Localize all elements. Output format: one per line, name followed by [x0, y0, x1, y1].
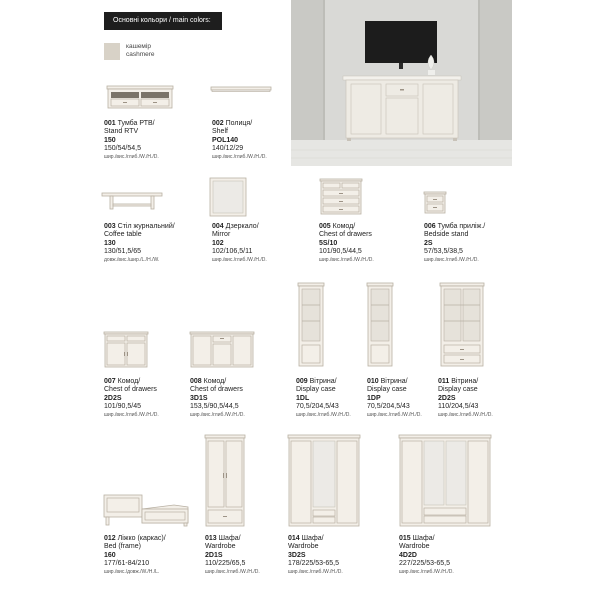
- item-dims-label: шир./вис./глиб./W./H./D.: [212, 153, 267, 160]
- item-number: 007: [104, 378, 116, 385]
- item-dims: 153,5/90,5/44,5: [190, 403, 239, 411]
- item-number: 005: [319, 223, 331, 230]
- wardrobe-2d1s-image: [205, 435, 245, 527]
- item-name-ua: Тумба прилiж./: [437, 223, 486, 230]
- item-dims-label: шир./вис./глиб./W./H./D.: [212, 256, 267, 263]
- item-007: [104, 378, 159, 419]
- stand-rtv-image: [107, 86, 173, 110]
- item-code: 160: [104, 551, 116, 559]
- item-dims: 70,5/204,5/43: [367, 403, 410, 411]
- item-008: [190, 378, 245, 419]
- wardrobe-3d2s-image: [288, 435, 360, 527]
- item-name-ua: Дзеркало/: [225, 223, 259, 230]
- chest-2d2s-image: [104, 332, 148, 368]
- chest-3d1s-image: [190, 332, 254, 368]
- item-dims-label: шир./вис./глиб./W./H./D.: [399, 568, 454, 575]
- item-004: [212, 223, 267, 264]
- item-number: 010: [367, 378, 379, 385]
- bedside-stand-image: [424, 192, 446, 214]
- item-name-en: Shelf: [212, 128, 228, 136]
- item-dims: 178/225/53-65,5: [288, 560, 339, 568]
- chest-5s10-image: [320, 179, 362, 215]
- item-name-en: Wardrobe: [399, 543, 430, 551]
- item-name-ua: Стіл журнальний/: [117, 223, 175, 230]
- item-name-ua: Комод/: [117, 378, 141, 385]
- item-name-en: Display case: [367, 386, 407, 394]
- item-code: 3D1S: [190, 394, 208, 402]
- item-name-en: Bedside stand: [424, 231, 469, 239]
- room-illustration: [291, 0, 512, 166]
- item-dims-label: шир./вис./довж./W./H./L.: [104, 568, 160, 575]
- mirror-image: [210, 178, 246, 216]
- room-photo: [291, 0, 512, 166]
- swatch-name-ua: кашемір: [126, 43, 151, 50]
- item-dims: 101/90,5/44,5: [319, 248, 362, 256]
- item-dims: 177/61-84/210: [104, 560, 150, 568]
- item-name-en: Chest of drawers: [104, 386, 157, 394]
- item-dims-label: шир./вис./глиб./W./H./D.: [205, 568, 260, 575]
- item-name-en: Display case: [296, 386, 336, 394]
- item-code: POL140: [212, 136, 239, 144]
- swatch-name-en: cashmere: [126, 51, 155, 58]
- item-dims: 150/54/54,5: [104, 145, 141, 153]
- item-013: [205, 535, 260, 576]
- item-code: 150: [104, 136, 116, 144]
- wardrobe-4d2d-image: [399, 435, 491, 527]
- swatch-label: [126, 43, 155, 59]
- item-name-en: Coffee table: [104, 231, 142, 239]
- item-014: [288, 535, 343, 576]
- item-dims-label: довж./вис./шир./L./H./W.: [104, 256, 160, 263]
- cashmere-swatch: [104, 43, 120, 60]
- item-name-en: Mirror: [212, 231, 231, 239]
- item-name-ua: Комод/: [203, 378, 227, 385]
- item-dims: 102/106,5/11: [212, 248, 253, 256]
- item-name-en: Wardrobe: [288, 543, 319, 551]
- coffee-table-image: [102, 193, 162, 211]
- item-dims: 110/204,5/43: [438, 403, 479, 411]
- item-dims-label: шир./вис./глиб./W./H./D.: [319, 256, 374, 263]
- item-name-ua: Вітрина/: [380, 378, 408, 385]
- item-name-en: Chest of drawers: [190, 386, 243, 394]
- item-number: 001: [104, 120, 116, 127]
- item-name-ua: Ліжко (каркас)/: [117, 535, 166, 542]
- item-number: 004: [212, 223, 224, 230]
- item-number: 011: [438, 378, 450, 385]
- item-number: 002: [212, 120, 224, 127]
- item-dims: 130/51,5/65: [104, 248, 141, 256]
- shelf-image: [211, 87, 271, 93]
- item-dims: 140/12/29: [212, 145, 244, 153]
- item-code: 2D2S: [104, 394, 122, 402]
- item-name-ua: Шафа/: [301, 535, 324, 542]
- item-code: 5S/10: [319, 239, 338, 247]
- item-code: 2D2S: [438, 394, 456, 402]
- item-number: 014: [288, 535, 300, 542]
- item-dims: 110/225/65,5: [205, 560, 246, 568]
- item-dims: 70,5/204,5/43: [296, 403, 339, 411]
- item-name-en: Display case: [438, 386, 478, 394]
- item-name-en: Bed (frame): [104, 543, 141, 551]
- item-dims-label: шир./вис./глиб./W./H./D.: [288, 568, 343, 575]
- item-003: [104, 223, 175, 264]
- item-name-ua: Вітрина/: [451, 378, 479, 385]
- item-number: 008: [190, 378, 202, 385]
- item-dims-label: шир./вис./глиб./W./H./D.: [190, 411, 245, 418]
- item-name-ua: Комод/: [332, 223, 356, 230]
- item-number: 009: [296, 378, 308, 385]
- item-code: 1DP: [367, 394, 381, 402]
- item-002: [212, 120, 267, 161]
- main-colors-banner: Основні кольори / main colors:: [104, 12, 222, 30]
- item-name-en: Wardrobe: [205, 543, 236, 551]
- item-010: [367, 378, 422, 419]
- item-name-ua: Шафа/: [412, 535, 435, 542]
- item-001: [104, 120, 159, 161]
- item-dims: 227/225/53-65,5: [399, 560, 450, 568]
- display-case-1dp-image: [367, 283, 393, 367]
- item-dims-label: шир./вис./глиб./W./H./D.: [367, 411, 422, 418]
- item-name-ua: Вітрина/: [309, 378, 337, 385]
- item-dims-label: шир./вис./глиб./W./H./D.: [438, 411, 493, 418]
- item-name-ua: Шафа/: [218, 535, 241, 542]
- item-dims-label: шир./вис./глиб./W./H./D.: [296, 411, 351, 418]
- bed-frame-image: [104, 495, 188, 527]
- item-number: 015: [399, 535, 411, 542]
- item-number: 012: [104, 535, 116, 542]
- item-015: [399, 535, 454, 576]
- item-code: 2S: [424, 239, 433, 247]
- item-009: [296, 378, 351, 419]
- item-code: 102: [212, 239, 224, 247]
- item-dims: 101/90,5/45: [104, 403, 141, 411]
- display-case-1dl-image: [298, 283, 324, 367]
- item-number: 013: [205, 535, 217, 542]
- item-code: 2D1S: [205, 551, 223, 559]
- item-012: [104, 535, 166, 576]
- item-code: 130: [104, 239, 116, 247]
- item-dims-label: шир./вис./глиб./W./H./D.: [104, 153, 159, 160]
- item-number: 003: [104, 223, 116, 230]
- item-code: 4D2D: [399, 551, 417, 559]
- item-number: 006: [424, 223, 436, 230]
- item-dims: 57/53,5/38,5: [424, 248, 463, 256]
- item-name-en: Stand RTV: [104, 128, 139, 136]
- item-011: [438, 378, 493, 419]
- item-006: [424, 223, 485, 264]
- item-dims-label: шир./вис./глиб./W./H./D.: [104, 411, 159, 418]
- item-name-en: Chest of drawers: [319, 231, 372, 239]
- item-005: [319, 223, 374, 264]
- item-dims-label: шир./вис./глиб./W./H./D.: [424, 256, 479, 263]
- item-name-ua: Полиця/: [225, 120, 253, 127]
- item-code: 1DL: [296, 394, 310, 402]
- item-name-ua: Тумба РТВ/: [117, 120, 155, 127]
- item-code: 3D2S: [288, 551, 306, 559]
- display-case-2d2s-image: [440, 283, 484, 367]
